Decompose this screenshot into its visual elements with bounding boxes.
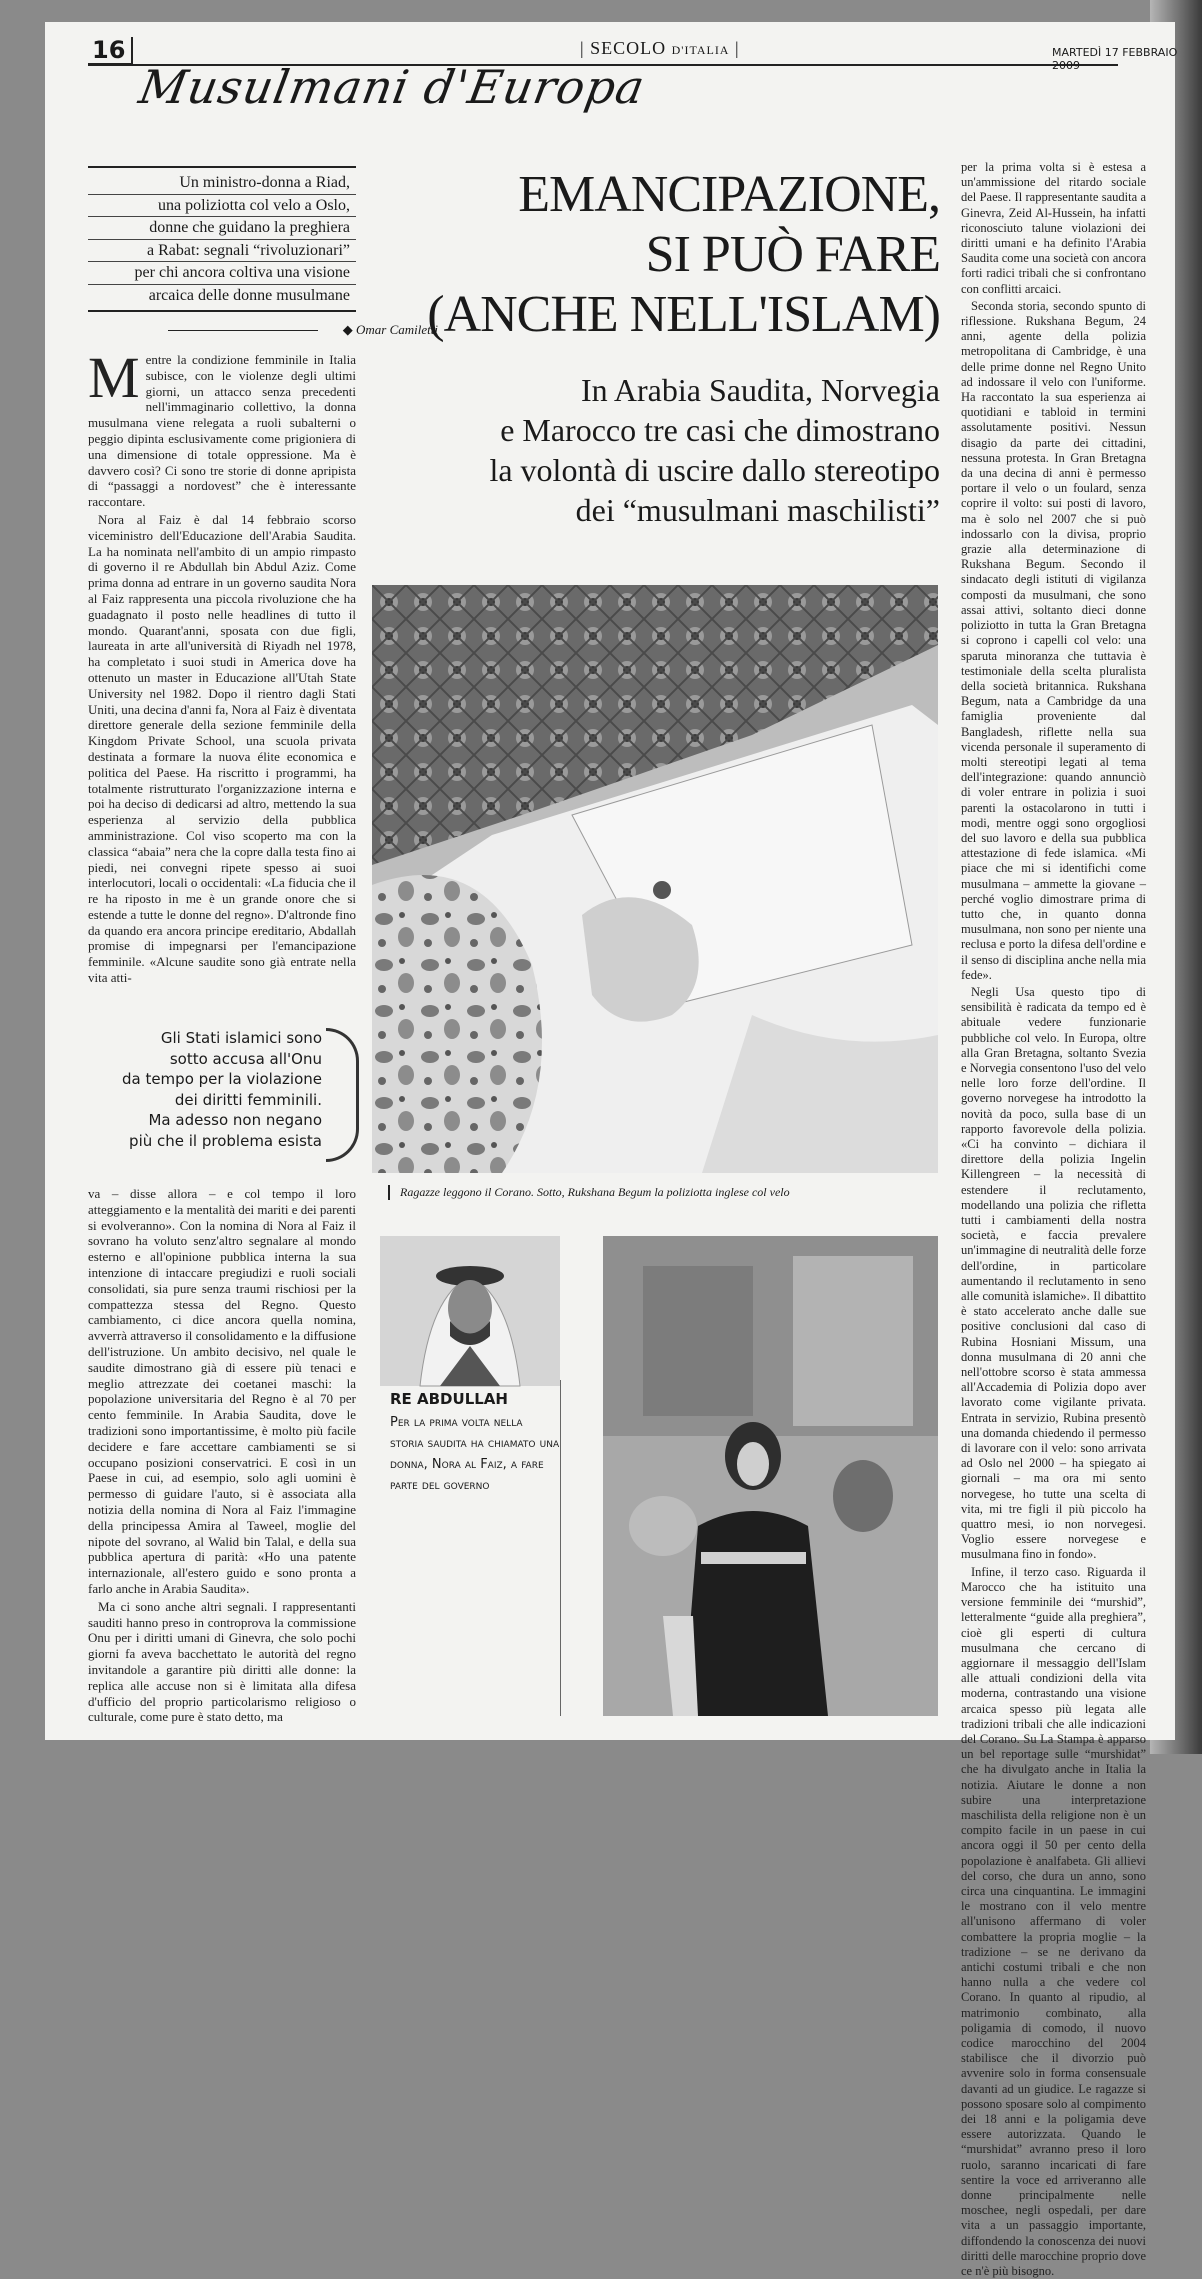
photo-policewoman-veil [603, 1236, 938, 1716]
article-paragraph: Ma ci sono anche altri segnali. I rappresentanti sauditi hanno preso in controprova la commissione Onu per i diritti umani di Ginevra, che solo pochi giorni fa aveva bacchettato le autorità del regno invitandole a garantire più diritti alle donne: la replica alle accuse non si è limitata alla difesa d'ufficio del proprio particolarismo religioso o culturale, come pure è stato detto, ma [88, 1598, 356, 1725]
photo-king-abdullah [380, 1236, 560, 1386]
deck-line: Un ministro-donna a Riad, [88, 172, 356, 195]
drop-cap: M [88, 345, 140, 410]
article-paragraph: Nora al Faiz è dal 14 febbraio scorso viceministro dell'Educazione dell'Arabia Saudita. La ha nominata nell'ambito di un ampio rimpasto di governo il re Abdullah bin Abdul Aziz. Come prima donna ad entrare in un governo saudita Nora al Faiz rappresenta una piccola rivoluzione che ha guadagnato il posto nelle headlines di tutto il mondo. Quarant'anni, sposata con due figli, laureata in arte all'università di Riyadh nel 1978, ha completato i suoi studi in America dove ha ottenuto un master in Educazione all'Utah State University nel 1982. Dopo il rientro dagli Stati Uniti, una decina d'anni fa, Nora al Faiz è diventata direttore generale della sezione femminile della Kingdom Private School, una scuola privata destinata a formare la nuova élite economica e politica del Paese. Ha riscritto i programmi, ha totalmente ristrutturato l'organizzazione interna e poi ha deciso di dedicarsi ad altro, mettendo la sua esperienza al servizio della pubblica amministrazione. Col viso scoperto ma con la classica “abaia” nera che la copre dalla testa fino ai piedi, nei convegni ripete spesso ai suoi interlocutori, locali o occidentali: «La fiducia che il re ha riposto in me è un grande onore che si estende a tutte le donne del regno». D'altronde fino da quando era ancora principe ereditario, Abdallah promise di impegnarsi per l'emancipazione femminile. «Alcune saudite sono già entrate nella vita atti- [88, 511, 356, 986]
headline-line: SI PUÒ FARE [645, 226, 940, 283]
pull-quote-line: Gli Stati islamici sono [160, 1029, 322, 1047]
headline-line: (ANCHE NELL'ISLAM) [427, 286, 940, 343]
masthead-title: SECOLO [590, 38, 667, 58]
headline [380, 165, 940, 345]
article-column-1-top [88, 345, 356, 997]
pull-quote-line: da tempo per la violazione [121, 1070, 322, 1088]
pull-quote-line: più che il problema esista [129, 1131, 322, 1150]
article-column-3 [961, 160, 1146, 2279]
photo-women-reading-koran [372, 585, 938, 1173]
subheadline [380, 370, 940, 530]
king-name: RE ABDULLAH [390, 1390, 508, 1408]
article-paragraph: per la prima volta si è estesa a un'ammissione del ritardo sociale del Paese. Il rappresentante saudita a Ginevra, Zeid Al-Hussein, ha infatti riconosciuto talune violazioni dei diritti umani e ha definito l'Arabia Saudita come una società con ancora forti radici tribali che si confrontano con conflitti arcaici. [961, 160, 1146, 296]
masthead: | SECOLO D'ITALIA | [580, 38, 740, 58]
article-paragraph: Negli Usa questo tipo di sensibilità è radicata da tempo ed è abituale vedere funzionarie pubbliche col velo. In Europa, oltre alla Gran Bretagna, soltanto Svezia e Norvegia consentono l'uso del velo nelle loro forze dell'ordine. Il governo norvegese ha introdotto la novità da poco, sulla base di un rapporto favorevole della polizia. «Ci ha convinto – dichiara il direttore della polizia Ingelin Killengreen – la necessità di estendere il reclutamento, modellando una polizia che rifletta tutti i cambiamenti della nostra società, e faccia prevalere un'immagine di neutralità delle forze dell'ordine, in particolare aumentando il reclutamento in seno alle comunità islamiche». Il dibattito è stato accelerato anche dalle sue positive conclusioni dal caso di Rubina Hosniani Missum, una donna musulmana di 20 anni che nell'ottobre scorso è stata ammessa all'Accademia di Polizia dopo aver lavorato come vigilante privata. Entrata in servizio, Rubina presentò una domanda chiedendo il permesso di lavorare con il velo: sono arrivata ad Oslo nel 2000 – ha spiegato ai giornali – ma ora mi sento norvegese, ho tutte una scelta di vita, mi tre figli il più piccolo ha quattro mesi, io non norvegesi. Voglio essere norvegese e musulmana fino in fondo». [961, 984, 1146, 1562]
king-description: Per la prima volta nella storia saudita ha chiamato una donna, Nora al Faiz, a fare parte del governo [390, 1415, 560, 1493]
pull-quote-bracket [326, 1028, 359, 1162]
subhead-line: e Marocco tre casi che dimostrano [500, 412, 940, 448]
article-paragraph: entre la condizione femminile in Italia subisce, con le violenze degli ultimi giorni, un attacco senza precedenti nell'immaginario collettivo, la donna musulmana viene relegata a ruoli subalterni o peggio dipinta esclusivamente come prigioniera di una dimensione di totale oppressione. Ma è davvero così? Ci sono tre storie di donne apripista di “passaggi a nordovest” che è interessante raccontare. [88, 352, 356, 510]
pull-quote-line: Ma adesso non negano [148, 1111, 322, 1129]
deck-line: arcaica delle donne musulmane [148, 286, 350, 304]
article-paragraph: va – disse allora – e col tempo il loro atteggiamento e la mentalità dei mariti e dei parenti si evolveranno». Con la nomina di Nora al Faiz il sovrano ha voluto senz'altro segnalare al mondo esterno e all'opinione pubblica interna la sua intenzione di intaccare pregiudizi e ruoli sociali consolidati, sia pure senza traumi rischiosi per la compattezza stessa del Regno. Questo cambiamento, ci dice ancora quella nomina, avverrà attraverso il consolidamento e la diffusione dell'istruzione. Un ambito decisivo, nel quale le saudite dimostrano già di essere più tenaci e meglio attrezzate dei coetanei maschi: la popolazione universitaria del Regno è al 70 per cento femminile. In Arabia Saudita, dove le tradizioni sono importantissime, è molto più facile decidere e fare accettare cambiamenti se si occupano posizioni conservatrici. E così in un Paese in cui, ad esempio, solo agli uomini è permesso di guidare l'auto, si è associata alla notizia della nomina di Nora al Faiz l'immagine della principessa Amira al Taweel, moglie del nipote del sovrano, al Walid bin Talal, e della sua pubblica apertura di parità: «Ho una patente internazionale, all'estero guido e sono pronta a farlo anche in Arabia Saudita». [88, 1186, 356, 1596]
pull-quote-line: dei diritti femminili. [174, 1090, 322, 1109]
headline-line: EMANCIPAZIONE, [518, 166, 940, 223]
article-paragraph: Seconda storia, secondo spunto di riflessione. Rukshana Begum, 24 anni, agente della polizia metropolitana di Cambridge, è una delle prime donne nel Regno Unito ad indossare il velo con l'uniforme. Ha raccontato la sua esperienza ai quotidiani e tabloid in termini assolutamente positivi. Nessun disagio da parte dei cittadini, nessuna protesta. In Gran Bretagna da una decina di anni è permesso portare il velo o un foulard, senza coprire il volto: sui posti di lavoro, ma è solo nel 2007 che si può indossarlo con la divisa, proprio grazie alla determinazione di Rukshana Begum. Secondo il sindacato degli istituti di vigilanza composti da musulmani, che sono assai attivi, soltanto dieci donne poliziotto in tutta la Gran Bretagna si coprono i capelli col velo: una sparuta minoranza che tuttavia è testimoniale della scelta pluralista della società britannica. Rukshana Begum, nata a Cambridge da una famiglia proveniente dal Bangladesh, riflette nella sua vicenda personale il superamento di molti stereotipi legati al tema dell'integrazione: quando annunciò di voler entrare in polizia i suoi parenti la ostacolarono in tutti i modi, mentre oggi sono orgogliosi del suo lavoro e della sua pubblica attestazione di fede islamica. «Mi piace che mi si identifichi come musulmana – ammette la giovane – perché voglio dimostrare prima di tutto che, in quanto donna musulmana, non sono per niente una reclusa e porto la difesa dell'ordine e il senso di disciplina anche nella mia fede». [961, 298, 1146, 982]
deck-line: una poliziotta col velo a Oslo, [88, 195, 356, 218]
pull-quote [100, 1028, 322, 1151]
section-title: Musulmani d'Europa [135, 60, 650, 114]
subhead-line: dei “musulmani maschilisti” [575, 492, 940, 528]
deck-line: a Rabat: segnali “rivoluzionari” [88, 240, 356, 263]
deck-line: donne che guidano la preghiera [88, 217, 356, 240]
article-column-1-bottom [88, 1186, 356, 1725]
deck-line: per chi ancora coltiva una visione [88, 262, 356, 285]
masthead-subtitle: D'ITALIA [671, 43, 730, 57]
photo-caption: Ragazze leggono il Corano. Sotto, Rukshana Begum la poliziotta inglese col velo [388, 1185, 790, 1200]
deck-summary [88, 166, 356, 312]
byline: ◆ Omar Camiletti [168, 322, 438, 338]
article-paragraph: Infine, il terzo caso. Riguarda il Marocco che ha istituito una versione femminile dei “murshid”, letteralmente “guide alla preghiera”, cioè gli esperti di cultura musulmana che cercano di aggiornare il messaggio dell'Islam alle attuali condizioni della vita moderna, contrastando una visione arcaica spesso più legata alle tradizioni tribali che alle indicazioni del Corano. Su La Stampa è apparso un bel reportage sulle “murshidat” che ha divulgato anche in Italia la notizia. Aiutare le donne a non subire una interpretazione maschilista della religione non è un compito facile in un paese in cui ancora oggi il 50 per cento della popolazione è analfabeta. Gli allievi del corso, che dura un anno, sono circa una cinquantina. Le immagini le mostrano con il velo mentre all'unisono affermano di voler combattere la propria moglie – la tradizione – se ne derivano da antichi costumi tribali e che non hanno nulla a che vedere col Corano. In quanto al ripudio, al matrimonio combinato, alla poligamia di comodo, il nuovo codice marocchino del 2004 stabilisce che il divorzio può avvenire solo in forma consensuale davanti ad un giudice. Le ragazze si possono sposare solo al compimento dei 18 anni e la poligamia deve essere autorizzata. Quando le “murshidat” avranno preso il loro ruolo, saranno incaricati di fare sentire la voce ed arriveranno alle donne principalmente nelle moschee, negli ospedali, per dare vita a un passaggio importante, diffondendo la conoscenza dei nuovi diritti delle marocchine proprio dove ce n'è più bisogno. [961, 1564, 1146, 2279]
pull-quote-line: sotto accusa all'Onu [169, 1049, 322, 1068]
page-number: 16 [88, 37, 133, 65]
author-name: Omar Camiletti [356, 322, 438, 337]
subhead-line: In Arabia Saudita, Norvegia [581, 372, 940, 408]
subhead-line: la volontà di uscire dallo stereotipo [489, 452, 940, 488]
issue-date: MARTEDÌ 17 FEBBRAIO 2009 [1052, 46, 1178, 72]
